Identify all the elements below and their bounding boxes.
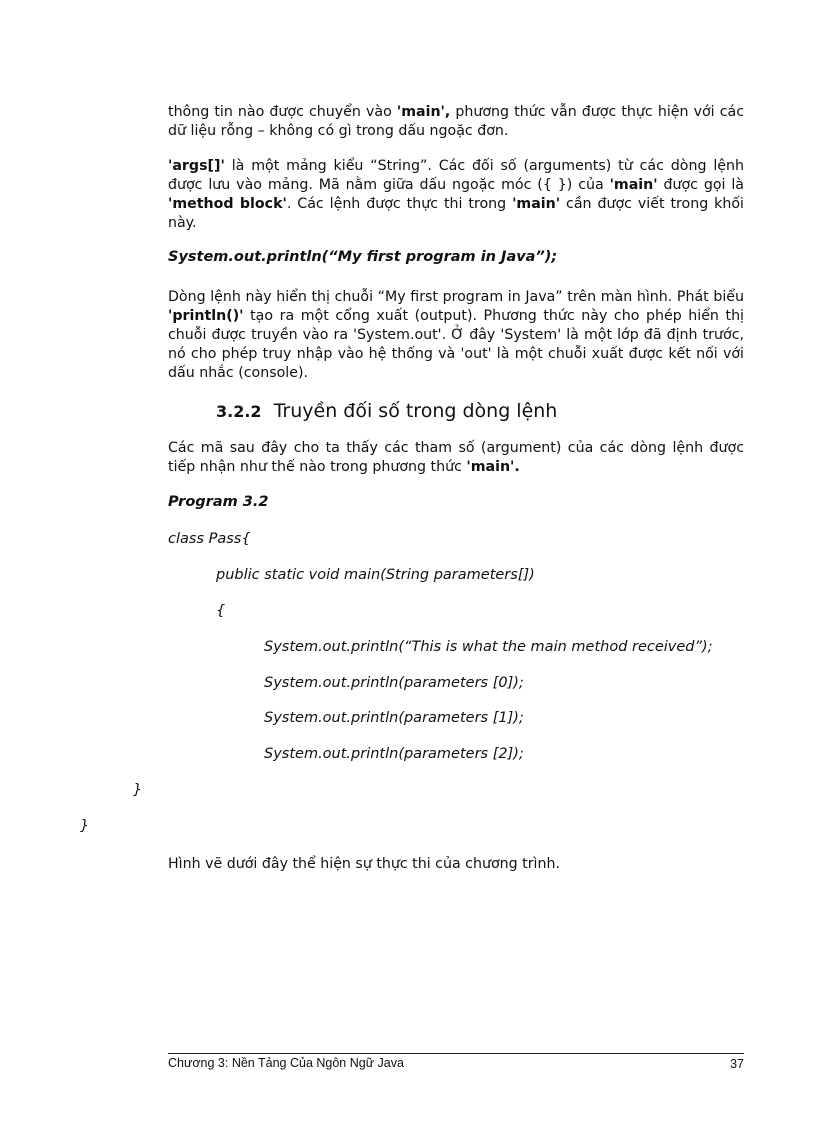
code-class-line: class Pass{ — [168, 531, 251, 547]
code-close-outer-brace: } — [80, 818, 90, 834]
page-number: 37 — [730, 1057, 744, 1071]
println-keyword: 'println()' — [168, 308, 244, 324]
args-keyword: 'args[]' — [168, 158, 225, 174]
footer-divider — [168, 1053, 744, 1054]
code-line-2: System.out.println(parameters [0]); — [264, 675, 524, 691]
code-line-4: System.out.println(parameters [2]); — [264, 746, 524, 762]
paragraph-intro: thông tin nào được chuyển vào 'main', phương thức vẫn được thực hiện với các dữ liệu rỗng – không có gì trong dấu ngoặc đơn. — [168, 104, 744, 139]
paragraph-println: Dòng lệnh này hiển thị chuỗi “My first program in Java” trên màn hình. Phát biểu 'println()' tạo ra một cổng xuất (output). Phương thức này cho phép hiển thị chuỗi được truyền vào ra 'System.out'. Ở đây 'System' là một lớp đã định trước, nó cho phép truy nhập vào hệ thống và 'out' là một chuỗi xuất được kết nối với dấu nhắc (console). — [168, 289, 744, 381]
method-block-keyword: 'method block' — [168, 196, 287, 212]
paragraph-arguments: Các mã sau đây cho ta thấy các tham số (argument) của các dòng lệnh được tiếp nhận như thế nào trong phương thức 'main'. — [168, 440, 744, 475]
section-title: Truyền đối số trong dòng lệnh — [273, 400, 558, 422]
main-keyword: 'main', — [396, 104, 451, 120]
program-label: Program 3.2 — [168, 494, 269, 510]
code-open-brace: { — [216, 603, 226, 619]
println-statement: System.out.println(“My first program in Java”); — [168, 249, 558, 265]
paragraph-args: 'args[]' là một mảng kiểu “String”. Các đối số (arguments) từ các dòng lệnh được lưu vào mảng. Mã nằm giữa dấu ngoặc móc ({ }) của 'main' được gọi là 'method block'. Các lệnh được thực thi trong 'main' cần được viết trong khối này. — [168, 158, 744, 231]
section-number: 3.2.2 — [216, 402, 262, 421]
paragraph-figure-intro: Hình vẽ dưới đây thể hiện sự thực thi của chương trình. — [168, 856, 560, 872]
code-close-inner-brace: } — [133, 782, 143, 798]
code-line-3: System.out.println(parameters [1]); — [264, 710, 524, 726]
code-line-1: System.out.println(“This is what the main method received”); — [264, 639, 713, 655]
code-main-signature: public static void main(String parameters[]) — [216, 567, 535, 583]
section-heading — [216, 398, 557, 425]
footer-chapter: Chương 3: Nền Tảng Của Ngôn Ngữ Java — [168, 1056, 404, 1070]
